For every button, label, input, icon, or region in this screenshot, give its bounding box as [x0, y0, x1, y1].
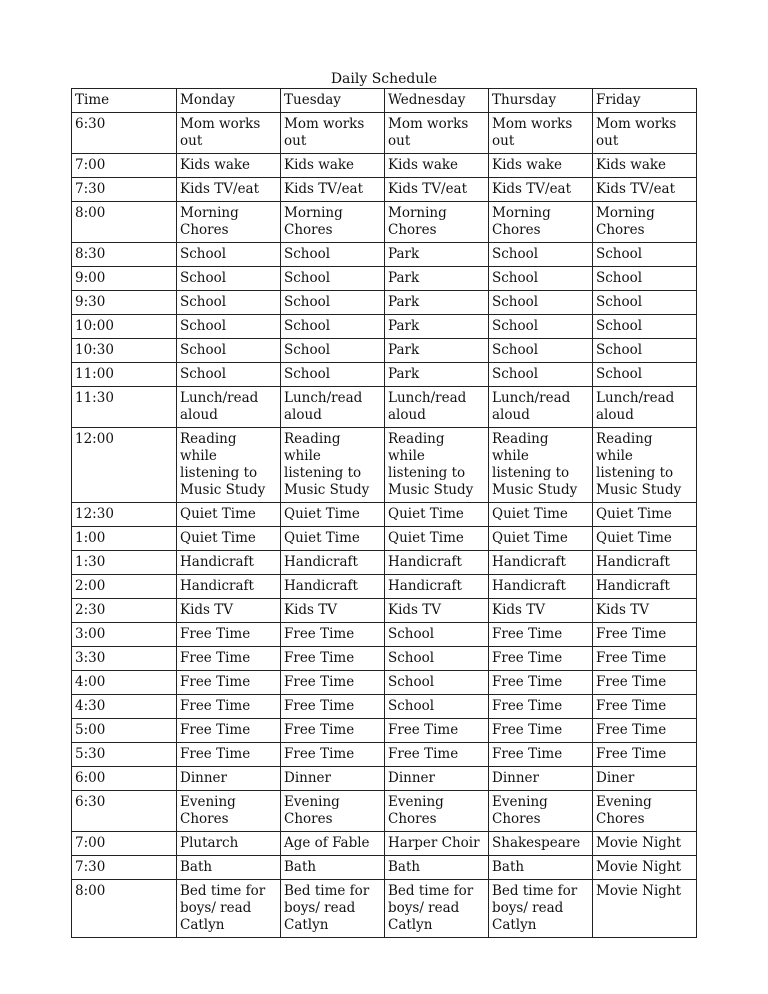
activity-cell: School — [177, 363, 281, 387]
activity-cell: Lunch/read aloud — [489, 387, 593, 428]
activity-cell: Bath — [177, 856, 281, 880]
activity-cell: School — [489, 339, 593, 363]
time-cell: 8:00 — [72, 202, 177, 243]
activity-cell: Free Time — [489, 719, 593, 743]
activity-cell: Park — [385, 363, 489, 387]
activity-cell: School — [281, 315, 385, 339]
activity-cell: Handicraft — [593, 575, 697, 599]
activity-cell: Quiet Time — [385, 527, 489, 551]
activity-cell: Free Time — [593, 695, 697, 719]
activity-cell: Evening Chores — [385, 791, 489, 832]
activity-cell: Handicraft — [385, 551, 489, 575]
activity-cell: Free Time — [177, 695, 281, 719]
time-cell: 7:00 — [72, 832, 177, 856]
activity-cell: Free Time — [593, 623, 697, 647]
activity-cell: School — [281, 339, 385, 363]
activity-cell: School — [385, 623, 489, 647]
activity-cell: Quiet Time — [281, 527, 385, 551]
activity-cell: Age of Fable — [281, 832, 385, 856]
table-row — [72, 339, 697, 363]
activity-cell: Free Time — [177, 743, 281, 767]
activity-cell: Quiet Time — [593, 503, 697, 527]
activity-cell: Kids TV/eat — [385, 178, 489, 202]
activity-cell: School — [177, 315, 281, 339]
activity-cell: Movie Night — [593, 832, 697, 856]
activity-cell: Bath — [385, 856, 489, 880]
schedule-header — [72, 89, 697, 113]
activity-cell: Lunch/read aloud — [593, 387, 697, 428]
table-row — [72, 623, 697, 647]
activity-cell: Morning Chores — [489, 202, 593, 243]
table-row — [72, 599, 697, 623]
activity-cell: Reading while listening to Music Study — [177, 428, 281, 503]
activity-cell: Free Time — [489, 743, 593, 767]
activity-cell: School — [489, 267, 593, 291]
activity-cell: Dinner — [385, 767, 489, 791]
activity-cell: Kids TV/eat — [489, 178, 593, 202]
activity-cell: Movie Night — [593, 856, 697, 880]
activity-cell: Lunch/read aloud — [177, 387, 281, 428]
table-row — [72, 575, 697, 599]
time-cell: 2:30 — [72, 599, 177, 623]
activity-cell: Morning Chores — [177, 202, 281, 243]
activity-cell: Kids wake — [385, 154, 489, 178]
time-cell: 4:30 — [72, 695, 177, 719]
time-cell: 9:30 — [72, 291, 177, 315]
activity-cell: Park — [385, 267, 489, 291]
table-row — [72, 243, 697, 267]
activity-cell: School — [281, 243, 385, 267]
activity-cell: Free Time — [281, 623, 385, 647]
table-row — [72, 671, 697, 695]
document-title: Daily Schedule — [330, 71, 438, 87]
activity-cell: Quiet Time — [177, 527, 281, 551]
activity-cell: Shakespeare — [489, 832, 593, 856]
table-row — [72, 113, 697, 154]
time-cell: 12:00 — [72, 428, 177, 503]
table-row — [72, 647, 697, 671]
table-row — [72, 767, 697, 791]
activity-cell: Kids TV/eat — [177, 178, 281, 202]
activity-cell: Kids wake — [281, 154, 385, 178]
table-row — [72, 695, 697, 719]
activity-cell: Park — [385, 315, 489, 339]
activity-cell: Quiet Time — [385, 503, 489, 527]
activity-cell: Movie Night — [593, 880, 697, 938]
table-row — [72, 202, 697, 243]
activity-cell: Free Time — [281, 695, 385, 719]
time-cell: 4:00 — [72, 671, 177, 695]
time-cell: 8:00 — [72, 880, 177, 938]
schedule-body — [72, 113, 697, 938]
activity-cell: Quiet Time — [489, 527, 593, 551]
activity-cell: Diner — [593, 767, 697, 791]
activity-cell: School — [593, 363, 697, 387]
table-row — [72, 267, 697, 291]
table-row — [72, 428, 697, 503]
activity-cell: Free Time — [593, 719, 697, 743]
activity-cell: Park — [385, 243, 489, 267]
time-cell: 3:30 — [72, 647, 177, 671]
activity-cell: Plutarch — [177, 832, 281, 856]
activity-cell: Free Time — [593, 671, 697, 695]
activity-cell: Free Time — [177, 719, 281, 743]
activity-cell: Handicraft — [177, 551, 281, 575]
column-header-tuesday: Tuesday — [281, 89, 385, 113]
activity-cell: Free Time — [593, 647, 697, 671]
column-header-thursday: Thursday — [489, 89, 593, 113]
activity-cell: Mom works out — [385, 113, 489, 154]
time-cell: 11:00 — [72, 363, 177, 387]
time-cell: 1:30 — [72, 551, 177, 575]
column-header-time: Time — [72, 89, 177, 113]
table-row — [72, 315, 697, 339]
table-row — [72, 743, 697, 767]
activity-cell: Free Time — [281, 719, 385, 743]
header-row — [72, 89, 697, 113]
activity-cell: School — [489, 315, 593, 339]
activity-cell: Mom works out — [281, 113, 385, 154]
activity-cell: Park — [385, 339, 489, 363]
activity-cell: Handicraft — [385, 575, 489, 599]
activity-cell: Handicraft — [177, 575, 281, 599]
activity-cell: Quiet Time — [593, 527, 697, 551]
activity-cell: Lunch/read aloud — [281, 387, 385, 428]
activity-cell: Quiet Time — [489, 503, 593, 527]
activity-cell: Free Time — [593, 743, 697, 767]
time-cell: 10:00 — [72, 315, 177, 339]
time-cell: 12:30 — [72, 503, 177, 527]
activity-cell: School — [177, 291, 281, 315]
activity-cell: Kids wake — [489, 154, 593, 178]
activity-cell: Lunch/read aloud — [385, 387, 489, 428]
activity-cell: Morning Chores — [593, 202, 697, 243]
table-row — [72, 791, 697, 832]
time-cell: 5:00 — [72, 719, 177, 743]
activity-cell: School — [281, 363, 385, 387]
activity-cell: Free Time — [385, 719, 489, 743]
time-cell: 8:30 — [72, 243, 177, 267]
activity-cell: School — [177, 339, 281, 363]
time-cell: 2:00 — [72, 575, 177, 599]
activity-cell: Reading while listening to Music Study — [593, 428, 697, 503]
activity-cell: Handicraft — [281, 551, 385, 575]
activity-cell: Harper Choir — [385, 832, 489, 856]
schedule-table — [71, 88, 697, 938]
activity-cell: School — [281, 267, 385, 291]
activity-cell: Evening Chores — [593, 791, 697, 832]
activity-cell: Free Time — [177, 647, 281, 671]
activity-cell: Kids TV — [281, 599, 385, 623]
time-cell: 10:30 — [72, 339, 177, 363]
time-cell: 6:00 — [72, 767, 177, 791]
activity-cell: Kids TV — [177, 599, 281, 623]
activity-cell: Dinner — [281, 767, 385, 791]
activity-cell: Handicraft — [489, 551, 593, 575]
table-row — [72, 832, 697, 856]
activity-cell: Free Time — [385, 743, 489, 767]
activity-cell: School — [281, 291, 385, 315]
time-cell: 7:30 — [72, 178, 177, 202]
activity-cell: Mom works out — [593, 113, 697, 154]
activity-cell: School — [593, 315, 697, 339]
time-cell: 6:30 — [72, 791, 177, 832]
table-row — [72, 527, 697, 551]
activity-cell: Kids TV — [489, 599, 593, 623]
activity-cell: Evening Chores — [177, 791, 281, 832]
activity-cell: School — [385, 647, 489, 671]
activity-cell: School — [489, 291, 593, 315]
activity-cell: Kids TV/eat — [281, 178, 385, 202]
activity-cell: Park — [385, 291, 489, 315]
time-cell: 3:00 — [72, 623, 177, 647]
activity-cell: School — [489, 363, 593, 387]
activity-cell: School — [177, 243, 281, 267]
table-row — [72, 178, 697, 202]
activity-cell: Handicraft — [593, 551, 697, 575]
activity-cell: Reading while listening to Music Study — [489, 428, 593, 503]
activity-cell: Kids TV/eat — [593, 178, 697, 202]
activity-cell: Free Time — [177, 671, 281, 695]
activity-cell: Evening Chores — [489, 791, 593, 832]
table-row — [72, 154, 697, 178]
activity-cell: Free Time — [177, 623, 281, 647]
table-row — [72, 880, 697, 938]
activity-cell: Morning Chores — [385, 202, 489, 243]
activity-cell: Handicraft — [281, 575, 385, 599]
activity-cell: School — [177, 267, 281, 291]
time-cell: 9:00 — [72, 267, 177, 291]
activity-cell: School — [593, 267, 697, 291]
table-row — [72, 291, 697, 315]
activity-cell: School — [489, 243, 593, 267]
activity-cell: Free Time — [281, 743, 385, 767]
activity-cell: Dinner — [489, 767, 593, 791]
time-cell: 7:30 — [72, 856, 177, 880]
activity-cell: Mom works out — [489, 113, 593, 154]
time-cell: 11:30 — [72, 387, 177, 428]
activity-cell: Free Time — [281, 671, 385, 695]
activity-cell: Kids TV — [385, 599, 489, 623]
table-row — [72, 551, 697, 575]
activity-cell: Evening Chores — [281, 791, 385, 832]
activity-cell: Free Time — [489, 623, 593, 647]
activity-cell: School — [593, 291, 697, 315]
activity-cell: Dinner — [177, 767, 281, 791]
activity-cell: Bath — [281, 856, 385, 880]
activity-cell: Free Time — [489, 647, 593, 671]
activity-cell: Bath — [489, 856, 593, 880]
table-row — [72, 387, 697, 428]
table-row — [72, 719, 697, 743]
column-header-friday: Friday — [593, 89, 697, 113]
activity-cell: School — [385, 695, 489, 719]
activity-cell: Bed time for boys/ read Catlyn — [281, 880, 385, 938]
activity-cell: School — [385, 671, 489, 695]
activity-cell: Quiet Time — [177, 503, 281, 527]
activity-cell: Free Time — [489, 671, 593, 695]
activity-cell: Bed time for boys/ read Catlyn — [489, 880, 593, 938]
activity-cell: Reading while listening to Music Study — [281, 428, 385, 503]
time-cell: 7:00 — [72, 154, 177, 178]
activity-cell: Quiet Time — [281, 503, 385, 527]
activity-cell: Bed time for boys/ read Catlyn — [385, 880, 489, 938]
table-row — [72, 503, 697, 527]
activity-cell: Reading while listening to Music Study — [385, 428, 489, 503]
activity-cell: Handicraft — [489, 575, 593, 599]
activity-cell: School — [593, 339, 697, 363]
activity-cell: Free Time — [489, 695, 593, 719]
activity-cell: Kids wake — [593, 154, 697, 178]
table-row — [72, 856, 697, 880]
column-header-monday: Monday — [177, 89, 281, 113]
activity-cell: Free Time — [281, 647, 385, 671]
time-cell: 1:00 — [72, 527, 177, 551]
activity-cell: Kids TV — [593, 599, 697, 623]
activity-cell: Kids wake — [177, 154, 281, 178]
time-cell: 6:30 — [72, 113, 177, 154]
time-cell: 5:30 — [72, 743, 177, 767]
activity-cell: School — [593, 243, 697, 267]
table-row — [72, 363, 697, 387]
activity-cell: Morning Chores — [281, 202, 385, 243]
activity-cell: Bed time for boys/ read Catlyn — [177, 880, 281, 938]
column-header-wednesday: Wednesday — [385, 89, 489, 113]
activity-cell: Mom works out — [177, 113, 281, 154]
